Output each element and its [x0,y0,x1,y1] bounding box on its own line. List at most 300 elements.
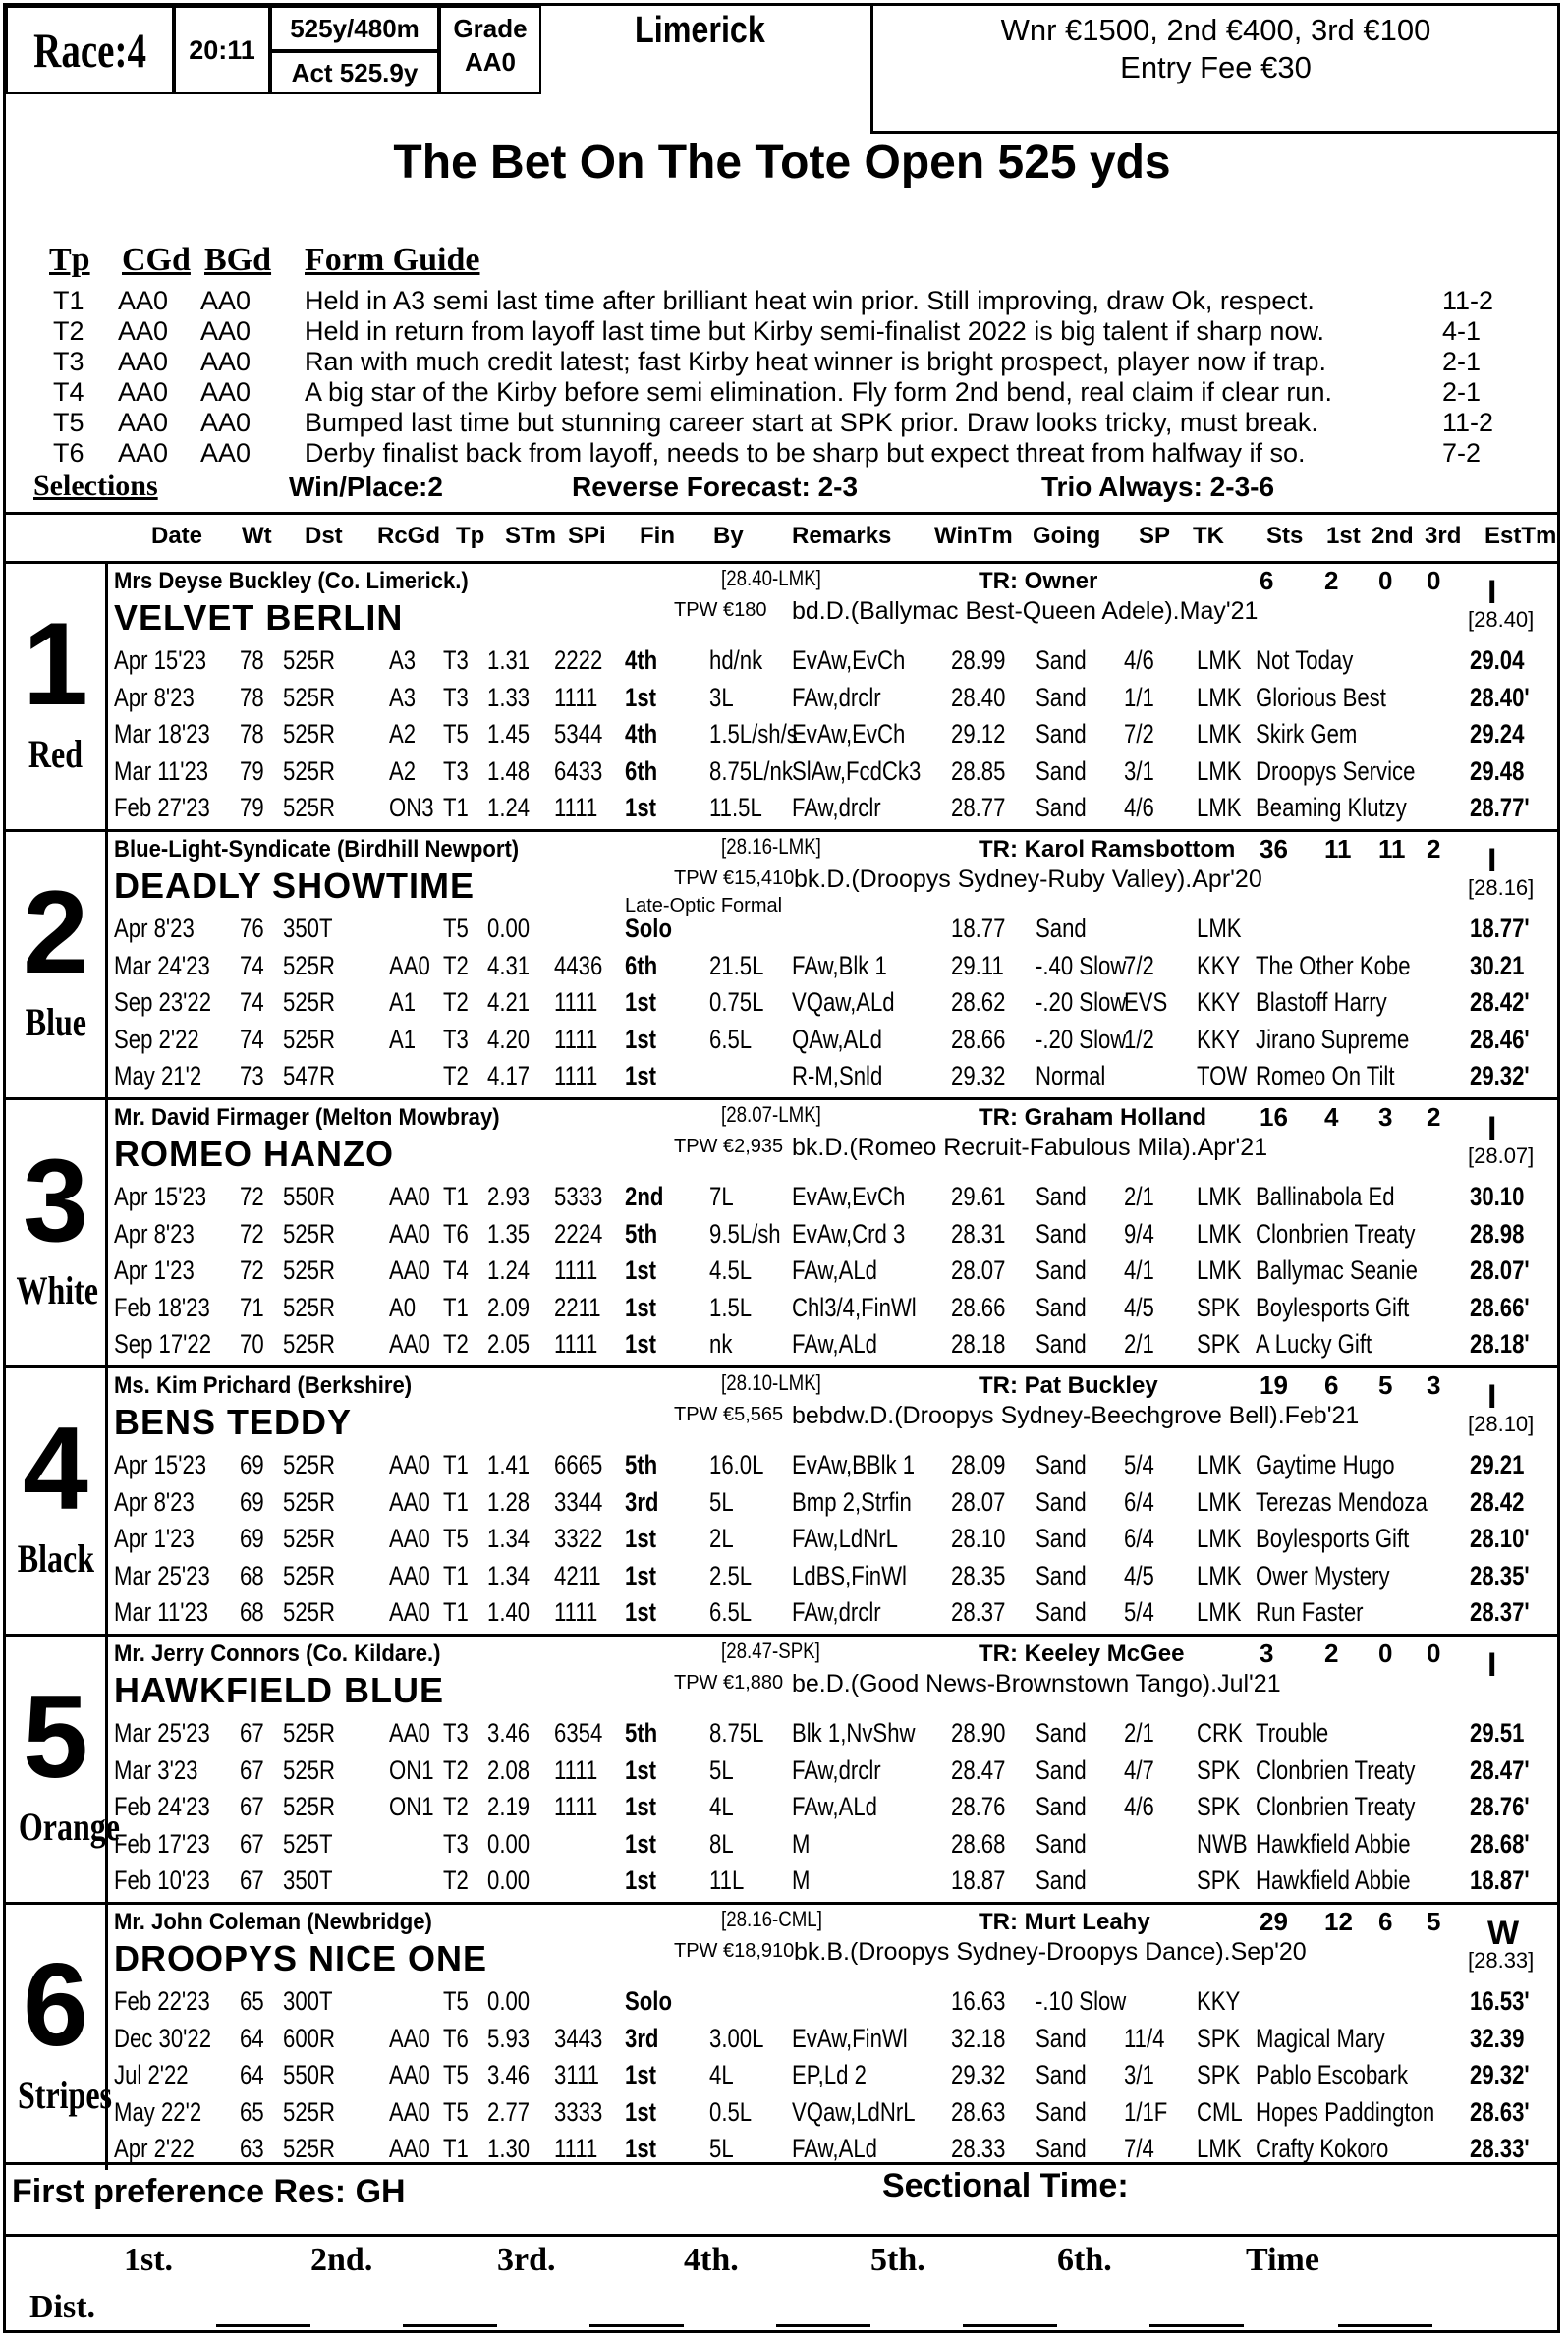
form-line [6,2021,1558,2057]
race-time: 20:11 [174,6,270,94]
column-header: 3rd [1425,523,1462,549]
form-line [6,1179,1558,1215]
form-cell: 1111 [554,1792,598,1821]
form-line [6,680,1558,716]
trap-number: 6 [23,1939,88,2071]
column-header: SPi [568,523,606,549]
form-line [6,1826,1558,1863]
form-cell: LMK [1197,719,1242,749]
form-cell: 73 [240,1061,264,1090]
form-cell: 1111 [554,1024,598,1054]
form-cell: 4.20 [487,1024,531,1054]
prize-total: TPW €15,410 [674,867,795,889]
form-cell: 0.00 [487,914,531,943]
form-cell: -.20 Slow [1036,1024,1127,1054]
form-cell: 4L [709,2060,734,2089]
form-cell: 1.31 [487,645,531,675]
form-cell: 70 [240,1329,264,1359]
form-cell: LMK [1197,1560,1242,1590]
form-line [6,1058,1558,1094]
career-seconds: 0 [1378,566,1393,595]
grade-value: AA0 [464,47,516,77]
form-cell: LMK [1197,1450,1242,1479]
form-cell: Apr 8'23 [114,914,195,943]
form-cell: 18.77 [951,914,1006,943]
form-cell: 74 [240,950,264,980]
placing-label: 1st. [124,2242,174,2278]
runner-trap-3 [6,1097,1558,1365]
form-cell: 5th [625,1218,658,1249]
form-cell: Feb 22'23 [114,1986,210,2016]
trap-number: 3 [23,1135,88,1266]
divider [6,2162,1558,2165]
form-cell: 6433 [554,755,603,786]
form-guide-row [6,377,1558,408]
form-cell: Crafty Kokoro [1256,2134,1389,2163]
form-cell: 28.40 [951,682,1006,712]
form-cell: 21.5L [709,950,764,980]
form-cell: 350T [283,914,333,943]
form-cell: Sand [1036,719,1087,749]
form-cell: NWB [1197,1828,1248,1859]
form-cell: 2.05 [487,1329,531,1359]
form-guide-row [6,316,1558,347]
form-cell: 1111 [554,1597,598,1627]
entry-line[interactable] [1149,2324,1244,2327]
form-cell: 28.77' [1470,793,1530,822]
form-cell: 4/7 [1124,1754,1154,1785]
form-cell: 1.28 [487,1486,531,1517]
form-cell: 65 [240,2096,264,2127]
form-cell: 74 [240,1024,264,1054]
form-cell: Sand [1036,1329,1087,1359]
form-cell: T3 [443,645,469,675]
prize-total: TPW €180 [674,599,767,621]
form-cell: 28.85 [951,755,1006,786]
form-cell: Apr 8'23 [114,1218,195,1249]
trio: Trio Always: 2-3-6 [1041,472,1275,502]
form-cell: 3rd [625,2023,659,2053]
form-cell: T1 [443,1450,469,1479]
form-cell: Mar 25'23 [114,1718,210,1748]
form-cell: Clonbrien Treaty [1256,1792,1416,1821]
form-cell: 1111 [554,2134,598,2163]
form-cell: 0.5L [709,2096,753,2127]
career-seconds: 5 [1378,1370,1393,1400]
form-cell: 4L [709,1792,734,1821]
form-cell: AA0 [389,1182,430,1211]
form-cell: Apr 8'23 [114,682,195,712]
form-cell: Apr 15'23 [114,645,207,675]
form-cell: 28.47 [951,1754,1006,1785]
form-cell: 28.90 [951,1718,1006,1748]
form-line [6,1022,1558,1058]
form-cell: 7/2 [1124,719,1154,749]
form-indicator: I [1487,842,1497,879]
form-cell: 1.40 [487,1597,531,1627]
form-cell: 69 [240,1524,264,1553]
form-cell: 1111 [554,793,598,822]
form-line [6,753,1558,790]
form-cell: Clonbrien Treaty [1256,1218,1416,1249]
form-cell: Sand [1036,1292,1087,1322]
entry-line[interactable] [589,2324,684,2327]
form-line [6,716,1558,752]
fg-cgd: AA0 [118,347,169,376]
form-cell: Ballinabola Ed [1256,1182,1395,1211]
form-cell: 4/6 [1124,793,1154,822]
form-cell: T5 [443,2060,469,2089]
entry-line[interactable] [216,2324,310,2327]
form-cell: Sand [1036,2060,1087,2089]
form-cell: 525R [283,719,335,749]
form-cell: SPK [1197,1792,1241,1821]
form-cell: 29.32' [1470,2060,1530,2089]
form-cell: 525R [283,1718,335,1748]
form-cell: 1111 [554,1329,598,1359]
form-cell: Sand [1036,1828,1087,1859]
form-cell: TOW [1197,1061,1248,1090]
form-cell: LMK [1197,682,1242,712]
trap-colour: Red [28,732,84,776]
form-line [6,1863,1558,1899]
column-header: SP [1139,523,1171,549]
form-cell: Mar 11'23 [114,1597,209,1627]
form-cell: CML [1197,2096,1243,2127]
form-cell: FAw,ALd [792,1792,877,1821]
fg-bgd: AA0 [200,347,252,376]
form-cell: 28.99 [951,645,1006,675]
form-cell: LMK [1197,1524,1242,1553]
form-cell: A0 [389,1292,417,1322]
form-cell: Solo [625,914,672,943]
form-cell: Feb 17'23 [114,1828,210,1859]
placing-label: 5th. [870,2242,925,2278]
form-indicator: I [1487,574,1497,611]
form-cell: 4/5 [1124,1560,1154,1590]
form-cell: Sand [1036,1865,1087,1895]
form-cell: 525R [283,1255,335,1285]
form-cell: nk [709,1329,733,1359]
form-cell: EvAw,EvCh [792,645,906,675]
form-cell: 5L [709,1754,734,1785]
form-cell: T2 [443,1329,469,1359]
form-guide-row [6,286,1558,316]
runner-trap-1 [6,561,1558,829]
form-cell: 28.42' [1470,987,1530,1017]
dog-name: HAWKFIELD BLUE [114,1670,444,1710]
entry-line[interactable] [1338,2324,1432,2327]
form-cell: 64 [240,2023,264,2053]
entry-line[interactable] [776,2324,870,2327]
form-cell: 67 [240,1792,264,1821]
form-cell: 74 [240,987,264,1017]
fg-odds: 11-2 [1442,286,1494,315]
fg-bgd: AA0 [200,286,252,315]
form-cell: T2 [443,1865,469,1895]
fg-cgd: AA0 [118,408,169,437]
career-thirds: 2 [1427,834,1441,863]
form-cell: 28.10' [1470,1524,1530,1553]
form-cell: 69 [240,1486,264,1517]
form-cell: 71 [240,1292,264,1322]
form-cell: Mar 24'23 [114,950,210,980]
form-cell: 28.35' [1470,1560,1530,1590]
reverse-forecast: Reverse Forecast: 2-3 [572,472,859,502]
form-cell: 8.75L [709,1718,764,1748]
form-cell: 7/4 [1124,2134,1154,2163]
form-cell: AA0 [389,1486,430,1517]
form-cell: 2.08 [487,1754,531,1785]
form-cell: 525R [283,1218,335,1249]
form-cell: EvAw,BBlk 1 [792,1450,916,1479]
fg-cgd: AA0 [118,377,169,407]
form-cell: AA0 [389,1524,430,1553]
form-cell: T5 [443,1986,469,2016]
form-guide-row [6,438,1558,469]
fg-odds: 2-1 [1442,377,1482,407]
form-cell: Mar 3'23 [114,1754,198,1785]
form-cell: Mar 25'23 [114,1560,210,1590]
form-cell: T1 [443,1560,469,1590]
form-cell: 1st [625,1329,657,1359]
form-cell: T3 [443,682,469,712]
owner: Blue-Light-Syndicate (Birdhill Newport) [114,836,520,863]
form-cell: LMK [1197,1182,1242,1211]
form-cell: 1st [625,2134,657,2163]
form-cell: 1st [625,1865,657,1895]
form-line [6,1594,1558,1631]
form-cell: T3 [443,755,469,786]
breeding: be.D.(Good News-Brownstown Tango).Jul'21 [792,1670,1281,1698]
column-header: Remarks [792,523,892,549]
form-cell: 1111 [554,682,598,712]
form-cell: 1st [625,2096,657,2127]
form-cell: 3.46 [487,1718,531,1748]
fg-bgd: AA0 [200,377,252,407]
form-cell: 29.48 [1470,755,1525,786]
form-line [6,911,1558,947]
form-cell: Trouble [1256,1718,1329,1748]
form-cell: 1.33 [487,682,531,712]
form-indicator: I [1487,1646,1497,1684]
form-cell: Apr 2'22 [114,2134,195,2163]
form-cell: 28.63 [951,2096,1006,2127]
fg-comment: Bumped last time but stunning career start at SPK prior. Draw looks tricky, must break. [305,408,1318,437]
form-cell: EvAw,FinWl [792,2023,908,2053]
best-time-ref: [28.40-LMK] [721,566,821,590]
form-cell: Terezas Mendoza [1256,1486,1428,1517]
prize-total: TPW €18,910 [674,1940,795,1962]
form-line [6,984,1558,1021]
form-cell: SPK [1197,2023,1241,2053]
form-cell: The Other Kobe [1256,950,1411,980]
form-cell: ON1 [389,1792,434,1821]
form-cell: A2 [389,719,417,749]
form-cell: 16.63 [951,1986,1006,2016]
form-cell: 1st [625,793,657,822]
form-cell: Sep 23'22 [114,987,212,1017]
form-cell: 6th [625,755,658,786]
form-cell: Pablo Escobark [1256,2060,1409,2089]
fg-header-cgd: CGd [122,242,191,278]
form-cell: 1st [625,1597,657,1627]
form-cell: 9.5L/sh [709,1218,781,1249]
form-cell: M [792,1828,811,1859]
form-cell: 1st [625,1292,657,1322]
form-cell: 525R [283,1450,335,1479]
form-cell: 28.18' [1470,1329,1530,1359]
placing-label: Time [1246,2242,1319,2278]
form-cell: Sand [1036,1524,1087,1553]
form-cell: 29.32 [951,2060,1006,2089]
form-cell: 28.33 [951,2134,1006,2163]
form-cell: 547R [283,1061,335,1090]
form-cell: 11/4 [1124,2023,1165,2053]
form-cell: 3322 [554,1524,603,1553]
form-line [6,1447,1558,1483]
form-cell: Blk 1,NvShw [792,1718,916,1748]
form-cell: 28.10 [951,1524,1006,1553]
form-cell: Not Today [1256,645,1354,675]
form-cell: 28.46' [1470,1024,1530,1054]
fg-cgd: AA0 [118,438,169,468]
trap-colour: Orange [18,1805,120,1849]
form-cell: May 22'2 [114,2096,202,2127]
form-cell: 1.30 [487,2134,531,2163]
column-header: Date [151,523,203,549]
form-cell: 2nd [625,1182,664,1211]
form-cell: 6th [625,950,658,980]
race-title: The Bet On The Tote Open 525 yds [393,137,1171,189]
form-cell: 4.5L [709,1255,753,1285]
fg-trap: T1 [53,286,84,315]
fg-trap: T3 [53,347,84,376]
form-cell: SlAw,FcdCk3 [792,755,922,786]
form-line [6,642,1558,679]
form-cell: EvAw,EvCh [792,719,906,749]
fg-trap: T4 [53,377,84,407]
form-cell: A1 [389,987,417,1017]
entry-fee: Entry Fee €30 [1120,50,1312,84]
form-cell: 1.34 [487,1560,531,1590]
form-cell: FAw,drclr [792,1597,881,1627]
form-line [6,1326,1558,1363]
breeding: bk.D.(Romeo Recruit-Fabulous Mila).Apr'21 [792,1134,1268,1161]
form-cell: -.20 Slow [1036,987,1127,1017]
trap-number: 1 [23,598,88,730]
form-cell: Feb 10'23 [114,1865,210,1895]
form-cell: 5th [625,1718,658,1748]
form-cell: 550R [283,2060,335,2089]
form-cell: Sand [1036,755,1087,786]
form-cell: Bmp 2,Strfin [792,1486,912,1517]
entry-line[interactable] [403,2324,497,2327]
form-cell: SPK [1197,2060,1241,2089]
breeding: bd.D.(Ballymac Best-Queen Adele).May'21 [792,597,1259,625]
prize-line: Wnr €1500, 2nd €400, 3rd €100 [1000,13,1431,47]
fg-header-guide: Form Guide [305,242,480,278]
form-cell: 525R [283,1792,335,1821]
form-cell: Blastoff Harry [1256,987,1387,1017]
placing-label: 2nd. [310,2242,373,2278]
form-cell: 0.00 [487,1828,531,1859]
form-cell: Hopes Paddington [1256,2096,1435,2127]
form-line [6,1252,1558,1289]
form-cell: 525R [283,755,335,786]
form-cell: VQaw,ALd [792,987,895,1017]
form-cell: A3 [389,682,417,712]
form-cell: T3 [443,1718,469,1748]
fg-comment: A big star of the Kirby before semi elimination. Fly form 2nd bend, real claim if clear run. [305,377,1332,407]
form-cell: T1 [443,1292,469,1322]
form-cell: 2222 [554,645,603,675]
form-cell: 28.40' [1470,682,1530,712]
trap-colour: Stripes [18,2073,112,2117]
selections-label: Selections [33,470,158,502]
form-cell: 525R [283,2096,335,2127]
form-cell: 6.5L [709,1597,753,1627]
form-cell: 3333 [554,2096,603,2127]
form-cell: 5.93 [487,2023,531,2053]
form-cell: KKY [1197,950,1241,980]
form-cell: 11.5L [709,793,762,822]
form-line [6,1983,1558,2020]
form-cell: SPK [1197,1292,1241,1322]
form-cell: 72 [240,1182,264,1211]
trap-colour: Black [17,1536,94,1581]
form-cell: Sand [1036,914,1087,943]
first-preference: First preference Res: GH [12,2173,406,2210]
race-number: Race:4 [6,6,174,94]
form-cell: Sand [1036,1560,1087,1590]
prize-total: TPW €1,880 [674,1672,784,1694]
form-line [6,1521,1558,1557]
personal-best: [28.10] [1468,1412,1535,1436]
career-thirds: 0 [1427,1639,1441,1668]
form-cell: 9/4 [1124,1218,1154,1249]
form-cell: KKY [1197,1986,1241,2016]
form-cell: 2224 [554,1218,603,1249]
form-cell: 5L [709,2134,734,2163]
form-cell: Sand [1036,1182,1087,1211]
form-cell: M [792,1865,811,1895]
form-cell: 525R [283,1486,335,1517]
form-cell: T1 [443,1486,469,1517]
race-card [3,3,1560,2333]
form-cell: 28.07' [1470,1255,1530,1285]
form-cell: 525R [283,682,335,712]
form-cell: 68 [240,1597,264,1627]
form-cell: Sand [1036,1450,1087,1479]
fg-cgd: AA0 [118,286,169,315]
career-wins: 2 [1324,1639,1339,1668]
form-cell: 4/6 [1124,645,1154,675]
form-cell: 4/6 [1124,1792,1154,1821]
form-cell: Chl3/4,FinWl [792,1292,917,1322]
form-cell: 4.31 [487,950,531,980]
form-cell: 1st [625,682,657,712]
career-thirds: 3 [1427,1370,1441,1400]
owner: Ms. Kim Prichard (Berkshire) [114,1372,413,1399]
form-cell: T1 [443,793,469,822]
form-cell: 28.09 [951,1450,1006,1479]
form-cell: 3rd [625,1486,659,1517]
trainer: TR: Keeley McGee [979,1641,1185,1667]
form-cell: 4/5 [1124,1292,1154,1322]
entry-line[interactable] [963,2324,1057,2327]
form-cell: 600R [283,2023,335,2053]
